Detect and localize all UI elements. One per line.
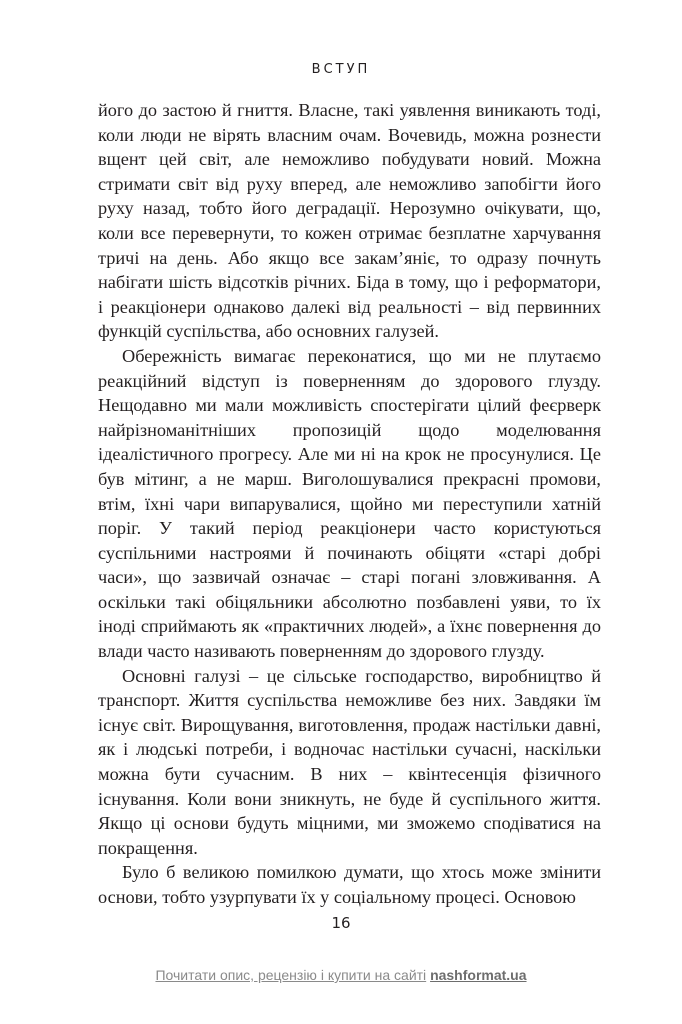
footer-promo bbox=[0, 967, 682, 983]
page-number: 16 bbox=[331, 914, 351, 932]
running-head: ВСТУП bbox=[311, 62, 371, 77]
footer-site-link[interactable]: nashformat.ua bbox=[430, 967, 527, 983]
paragraph-1: його до застою й гниття. Власне, такі уявлення виникають тоді, коли люди не вірять власним очам. Вочевидь, можна рознести вщент цей світ, але неможливо побудувати новий. Можна стримати світ від руху вперед, але неможливо запобігти його руху назад, тобто його деградації. Нерозумно очікувати, що, коли все перевернути, то кожен отримає безплатне харчування тричі на день. Або якщо все закам’яніє, то одразу почнуть набігати шість відсотків річних. Біда в тому, що і реформатори, і реакціонери однаково далекі від реальності – від первинних функцій суспільства, або основних галузей. bbox=[98, 100, 601, 342]
footer-link-text[interactable]: Почитати опис, рецензію і купити на сайті bbox=[155, 967, 427, 983]
body-text bbox=[98, 98, 601, 910]
paragraph-2: Обережність вимагає переконатися, що ми не плутаємо реакційний відступ із поверненням до здорового глузду. Нещодавно ми мали можливість спостерігати цілий феєрверк найрізноманітніших пропозицій щодо моделювання ідеалістичного прогресу. Але ми ні на крок не просунулися. Це був мітинг, а не марш. Виголошувалися прекрасні промови, втім, їхні чари випарувалися, щойно ми переступили хатній поріг. У такий період реакціонери часто користуються суспільними настроями й починають обіцяти «старі добрі часи», що зазвичай означає – старі погані зловживання. А оскільки такі обіцяльники абсолютно позбавлені уяви, то їх іноді сприймають як «практичних людей», а їхнє повернення до влади часто називають поверненням до здорового глузду. bbox=[98, 345, 601, 662]
paragraph-4: Було б великою помилкою думати, що хтось може змінити основи, тобто узурпувати їх у соціальному процесі. Основою bbox=[98, 862, 601, 907]
paragraph-3: Основні галузі – це сільське господарство, виробництво й транспорт. Життя суспільства неможливе без них. Завдяки їм існує світ. Вирощування, виготовлення, продаж настільки давні, як і людські потреби, і водночас настільки сучасні, наскільки можна бути сучасним. В них – квінтесенція фізичного існування. Коли вони зникнуть, не буде й суспільного життя. Якщо ці основи будуть міцними, ми зможемо сподіватися на покращення. bbox=[98, 665, 601, 858]
